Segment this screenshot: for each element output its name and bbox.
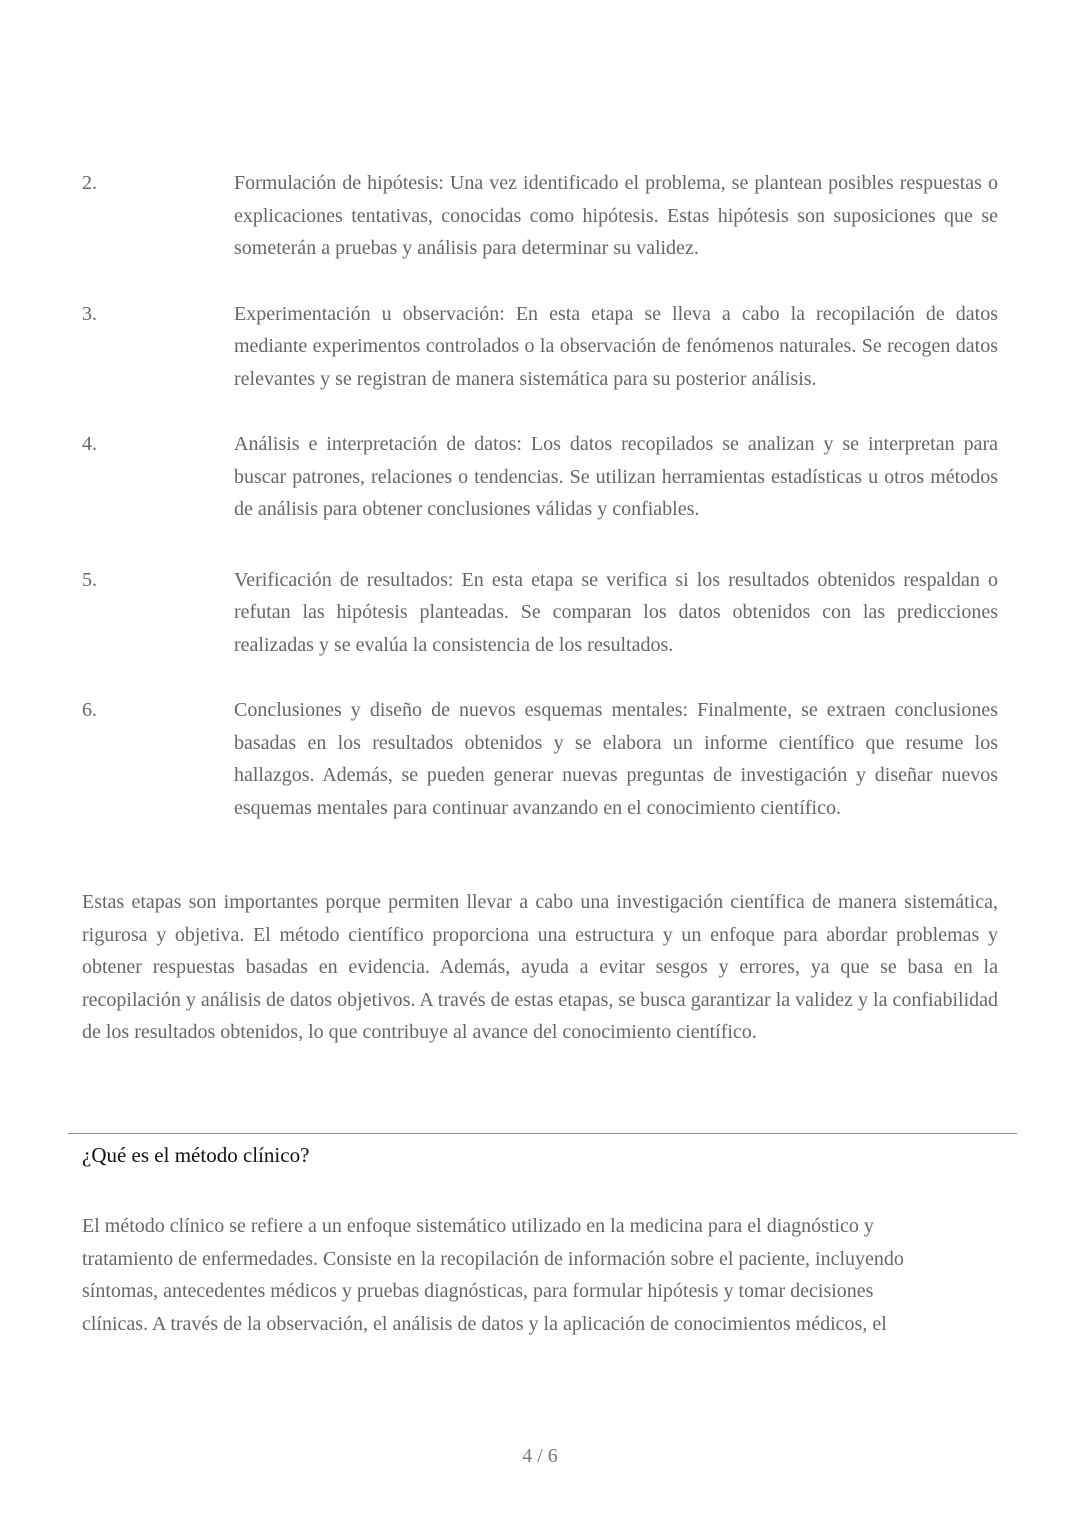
list-item [82,564,998,662]
method-steps-list [82,167,998,857]
list-item [82,298,998,396]
list-item-number: 6. [82,699,97,721]
list-item [82,694,998,824]
list-item-text: Formulación de hipótesis: Una vez identificado el problema, se plantean posibles respuestas o explicaciones tentativas, conocidas como hipótesis. Estas hipótesis son suposiciones que se someterán a pruebas y análisis para determinar su validez. [234,172,998,259]
paragraph-line: tratamiento de enfermedades. Consiste en la recopilación de información sobre el paciente, incluyendo [82,1247,904,1270]
list-item-number: 3. [82,302,97,325]
list-item [82,167,998,265]
summary-paragraph: Estas etapas son importantes porque permiten llevar a cabo una investigación científica de manera sistemática, rigurosa y objetiva. El método científico proporciona una estructura y un enfoque para abordar problemas y obtener respuestas basadas en evidencia. Además, ayuda a evitar sesgos y errores, ya que se basa en la recopilación y análisis de datos objetivos. A través de estas etapas, se busca garantizar la validez y la confiabilidad de los resultados obtenidos, lo que contribuye al avance del conocimiento científico. [82,891,998,1043]
list-item-number: 5. [82,568,97,591]
clinical-method-paragraph [82,1210,998,1340]
list-item-text: Conclusiones y diseño de nuevos esquemas mentales: Finalmente, se extraen conclusiones basadas en los resultados obtenidos y se elabora un informe científico que resume los hallazgos. Además, se pueden generar nuevas preguntas de investigación y diseñar nuevos esquemas mentales para continuar avanzando en el conocimiento científico. [234,699,998,819]
list-item-text: Experimentación u observación: En esta etapa se lleva a cabo la recopilación de datos mediante experimentos controlados o la observación de fenómenos naturales. Se recogen datos relevantes y se registran de manera sistemática para su posterior análisis. [234,302,998,390]
list-item-text: Verificación de resultados: En esta etapa se verifica si los resultados obtenidos respaldan o refutan las hipótesis planteadas. Se comparan los datos obtenidos con las predicciones realizadas y se evalúa la consistencia de los resultados. [234,568,998,656]
list-item-number: 2. [82,172,97,194]
paragraph-line: El método clínico se refiere a un enfoque sistemático utilizado en la medicina para el diagnóstico y [82,1215,874,1237]
section-heading: ¿Qué es el método clínico? [82,1143,310,1167]
list-item [82,428,998,526]
section-divider [68,1133,1017,1134]
paragraph-line: síntomas, antecedentes médicos y pruebas diagnósticas, para formular hipótesis y tomar decisiones [82,1280,874,1302]
list-item-text: Análisis e interpretación de datos: Los datos recopilados se analizan y se interpretan para buscar patrones, relaciones o tendencias. Se utilizan herramientas estadísticas u otros métodos de análisis para obtener conclusiones válidas y confiables. [234,433,998,520]
list-item-number: 4. [82,433,97,455]
page-number: 4 / 6 [522,1445,558,1467]
paragraph-line: clínicas. A través de la observación, el análisis de datos y la aplicación de conocimientos médicos, el [82,1312,887,1335]
